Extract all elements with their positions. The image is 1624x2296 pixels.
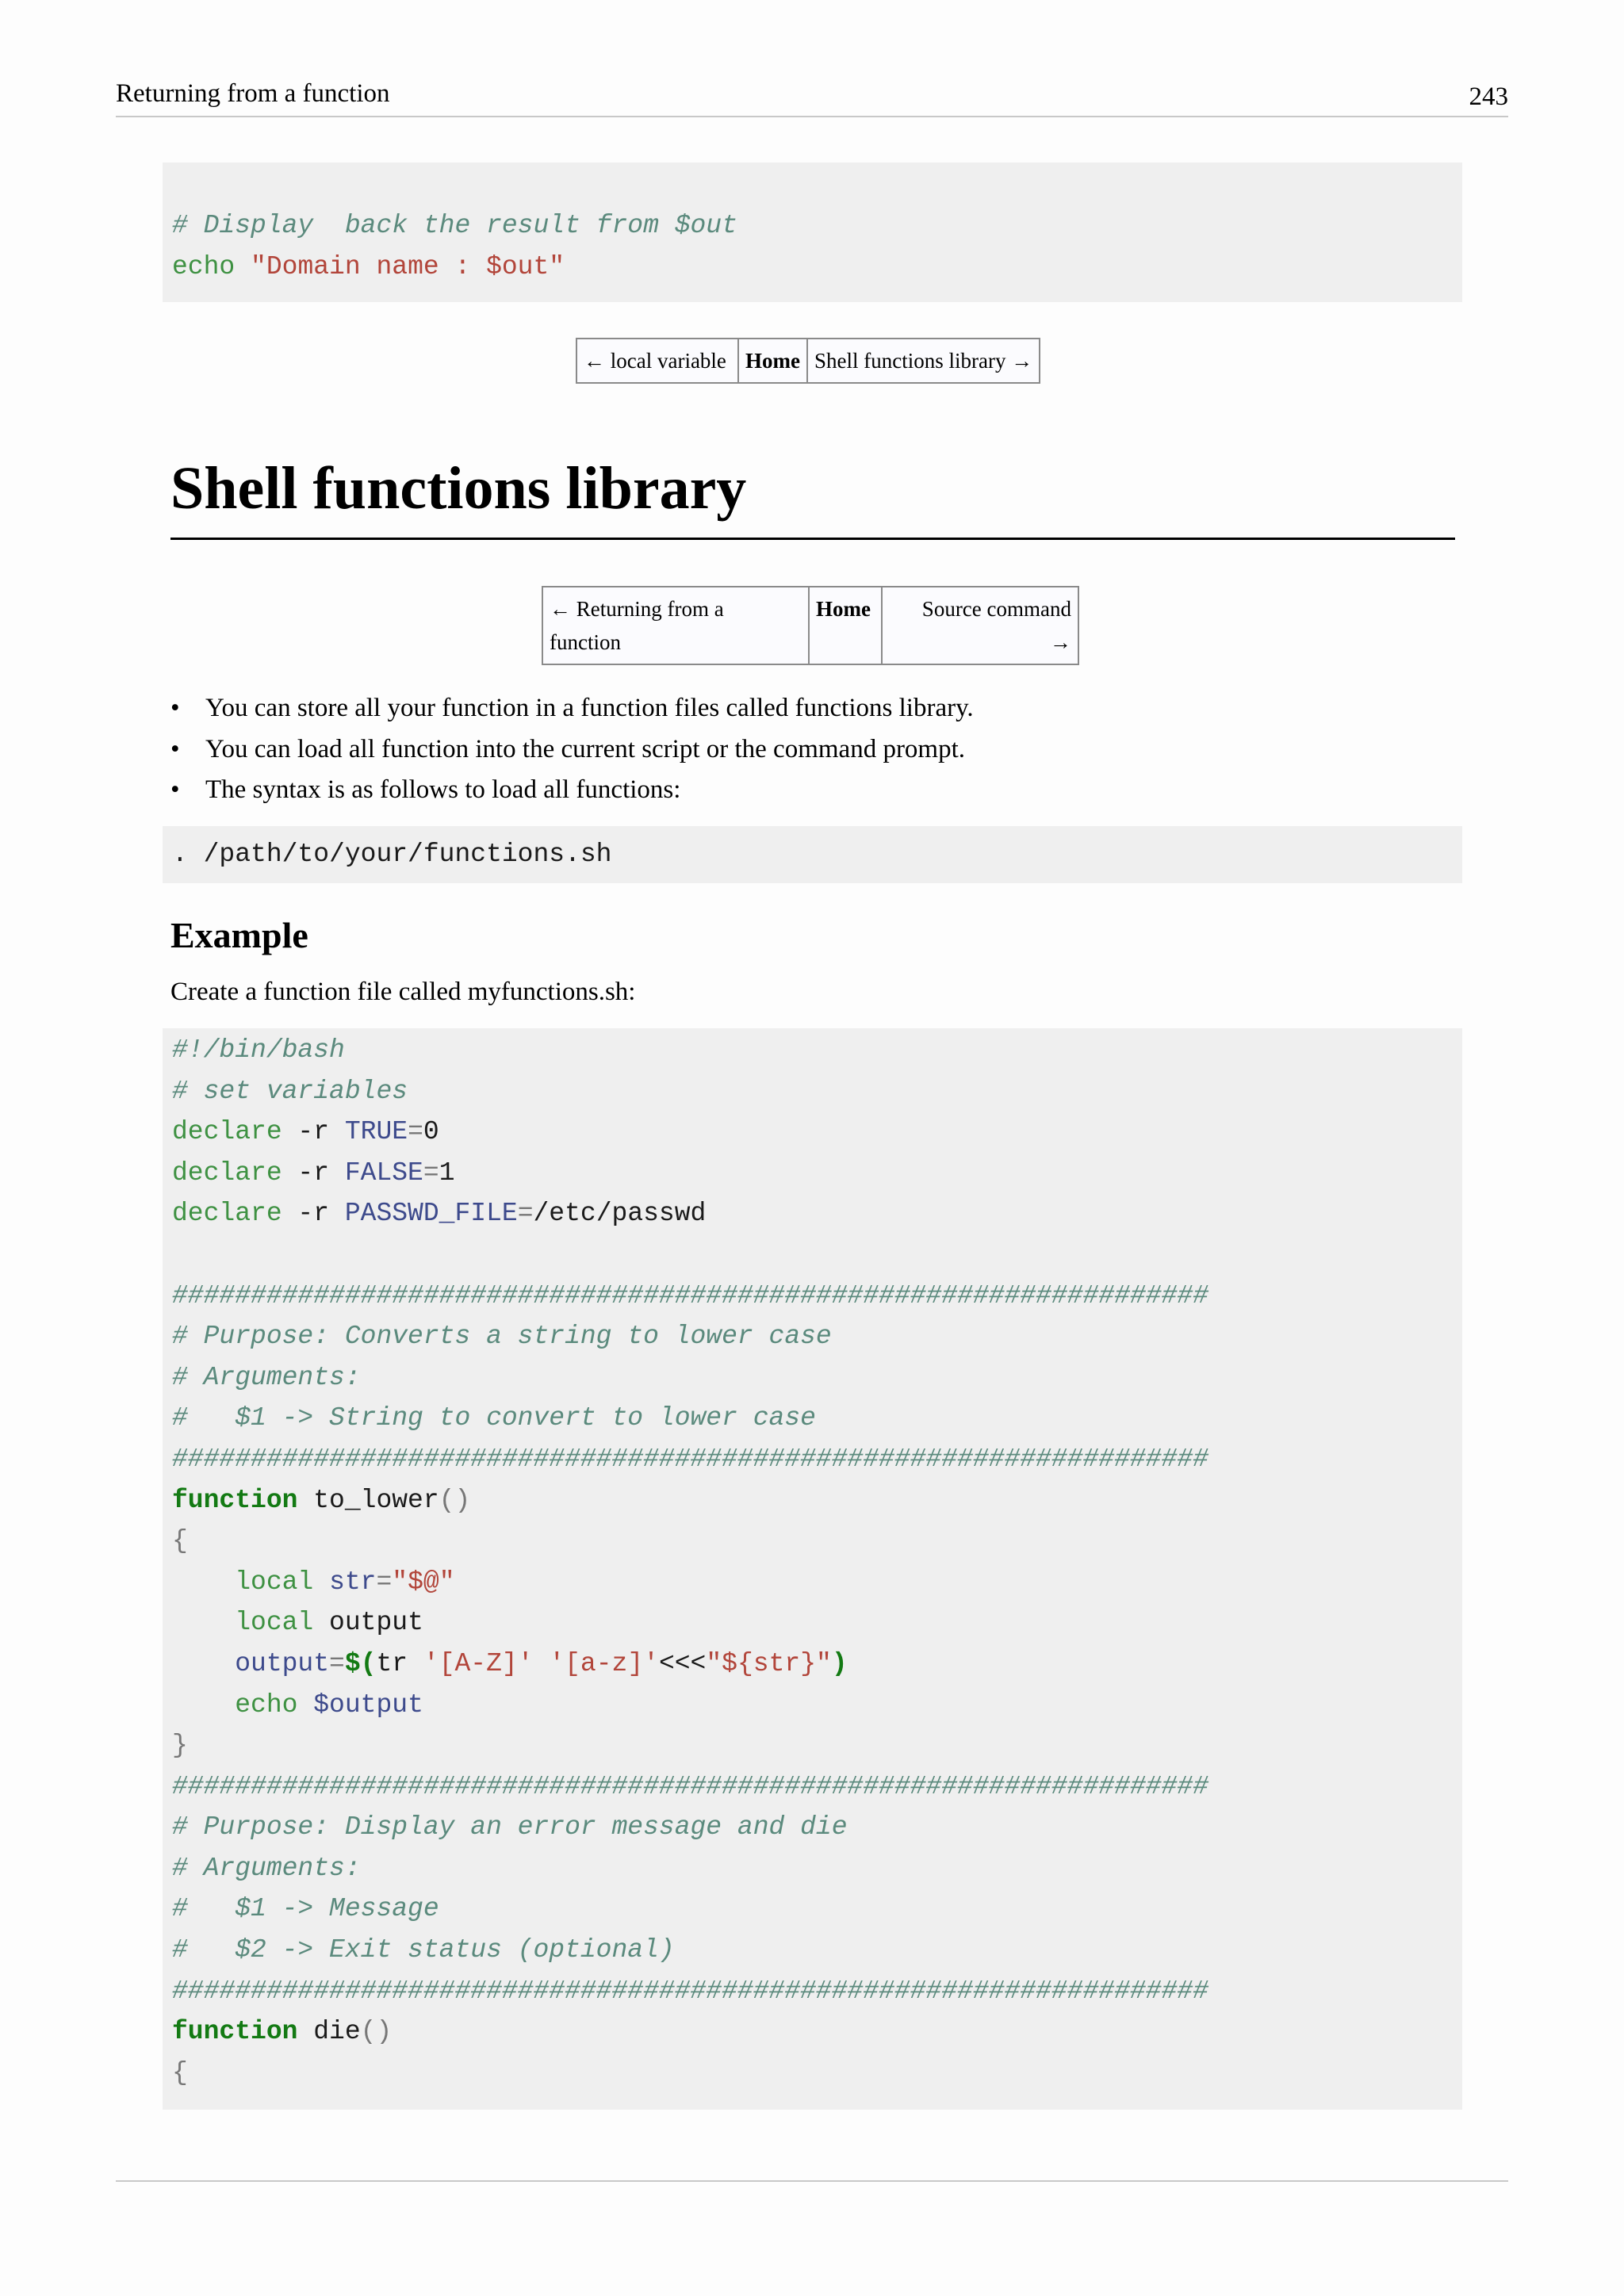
nav-home-link[interactable]: Home	[738, 339, 807, 383]
list-item	[170, 770, 974, 811]
example-description: Create a function file called myfunctions.sh:	[170, 978, 636, 1006]
code-line	[172, 834, 1462, 875]
code-line	[172, 1644, 1462, 1685]
code-line	[172, 1357, 1462, 1399]
code-token: output	[235, 1648, 330, 1678]
code-token: -r	[282, 1117, 345, 1147]
code-token: declare	[172, 1117, 282, 1147]
code-token: =	[329, 1648, 345, 1678]
list-item	[170, 729, 974, 771]
nav-next-link[interactable]	[882, 587, 1078, 664]
code-token: str	[329, 1567, 377, 1597]
nav-next-link[interactable]: Shell functions library →	[807, 339, 1040, 383]
code-token	[172, 1567, 235, 1597]
code-token: . /path/to/your/functions.sh	[172, 840, 612, 869]
code-line	[172, 1888, 1462, 1930]
code-token: =	[517, 1199, 534, 1229]
code-token: declare	[172, 1199, 282, 1229]
code-token: "${str}"	[706, 1648, 832, 1678]
code-token: =	[408, 1117, 423, 1147]
code-token	[534, 1649, 550, 1678]
code-line	[172, 2011, 1462, 2053]
code-token: '[A-Z]'	[423, 1648, 534, 1678]
bullet-icon: •	[170, 694, 180, 722]
code-line	[172, 1602, 1462, 1644]
code-token: {	[172, 2057, 188, 2087]
code-block-myfunctions	[163, 1028, 1462, 2110]
code-token: "Domain name : $out"	[251, 251, 565, 281]
code-token: # $1 -> Message	[172, 1894, 439, 1924]
code-token: /etc/passwd	[533, 1199, 707, 1229]
code-token	[172, 1649, 235, 1678]
code-line	[172, 2053, 1462, 2094]
code-token: FALSE	[344, 1158, 423, 1188]
code-token: # Purpose: Converts a string to lower case	[172, 1322, 832, 1352]
code-token: -r	[282, 1158, 345, 1188]
nav-prev-line1: ← Returning from a	[550, 597, 724, 621]
nav-prev-link[interactable]: ← local variable	[576, 339, 738, 383]
code-line	[172, 1234, 1462, 1276]
code-token: # Arguments:	[172, 1853, 361, 1883]
bullet-list	[170, 688, 974, 811]
code-token	[172, 1690, 235, 1720]
code-token: # Display back the result from $out	[172, 211, 737, 240]
code-token: output	[313, 1608, 423, 1638]
code-line	[172, 1439, 1462, 1480]
code-token: echo	[172, 251, 236, 281]
code-token	[297, 1690, 313, 1720]
code-line	[172, 247, 1462, 288]
code-token	[313, 1567, 329, 1597]
footer-rule	[116, 2180, 1508, 2182]
code-line	[172, 1807, 1462, 1848]
code-line	[172, 1480, 1462, 1521]
code-token: # Arguments:	[172, 1362, 361, 1392]
code-token: to_lower	[297, 1485, 439, 1515]
code-token: function	[172, 2017, 298, 2047]
list-item-text: You can load all function into the current script or the command prompt.	[205, 734, 966, 763]
list-item-text: The syntax is as follows to load all functions:	[205, 775, 681, 805]
code-token: }	[172, 1731, 188, 1761]
code-token: $output	[313, 1689, 423, 1720]
nav-next-line1: Source command	[921, 597, 1071, 621]
list-item	[170, 688, 974, 729]
code-token: declare	[172, 1158, 282, 1188]
code-token: {	[172, 1526, 188, 1556]
code-token: =	[423, 1158, 439, 1188]
code-line	[172, 1153, 1462, 1194]
nav-prev-link[interactable]	[542, 587, 809, 664]
running-title: Returning from a function	[116, 79, 390, 108]
list-item-text: You can store all your function in a function files called functions library.	[205, 694, 974, 722]
code-token: -r	[282, 1199, 345, 1229]
nav-home-link[interactable]: Home	[809, 587, 882, 664]
code-line	[172, 1112, 1462, 1153]
code-line	[172, 1848, 1462, 1889]
code-token: )	[831, 1648, 848, 1678]
code-token: TRUE	[344, 1117, 408, 1147]
nav-next-line2: →	[1050, 630, 1071, 654]
code-line	[172, 1971, 1462, 2012]
code-token	[172, 1608, 235, 1637]
code-line	[172, 1316, 1462, 1357]
code-line	[172, 1685, 1462, 1726]
code-line	[172, 1193, 1462, 1234]
bullet-icon: •	[170, 775, 180, 805]
code-line	[172, 1276, 1462, 1317]
code-token: ##################################################################	[172, 1444, 1209, 1474]
code-line	[172, 205, 1462, 247]
code-line	[172, 1071, 1462, 1112]
running-header	[116, 78, 1508, 117]
code-token: =	[376, 1567, 393, 1597]
navigation-table-section	[542, 586, 1079, 665]
code-block-syntax	[163, 826, 1462, 883]
code-block-display-result	[163, 163, 1462, 302]
code-token: # $2 -> Exit status (optional)	[172, 1935, 675, 1965]
code-token: ##################################################################	[172, 1771, 1209, 1801]
code-token: ()	[439, 1485, 471, 1515]
code-line	[172, 1562, 1462, 1603]
code-token: echo	[235, 1689, 298, 1720]
code-token: 1	[439, 1158, 455, 1188]
nav-prev-line2: function	[550, 630, 621, 654]
code-token: PASSWD_FILE	[344, 1199, 518, 1229]
code-line	[172, 1030, 1462, 1071]
code-line	[172, 1725, 1462, 1766]
navigation-table-top	[576, 338, 1040, 384]
code-token: ##################################################################	[172, 1280, 1209, 1311]
code-token: tr	[376, 1648, 423, 1678]
bullet-icon: •	[170, 734, 180, 763]
code-token: $(	[344, 1648, 377, 1678]
code-token: #!/bin/bash	[172, 1035, 345, 1065]
code-token: "$@"	[392, 1567, 455, 1597]
code-token: <<<	[658, 1648, 707, 1678]
code-token: die	[297, 2017, 361, 2047]
section-title: Shell functions library	[170, 449, 1455, 540]
example-heading: Example	[170, 915, 308, 955]
code-token: 0	[423, 1117, 439, 1147]
code-line	[172, 1521, 1462, 1562]
code-token: '[a-z]'	[549, 1648, 659, 1678]
code-line	[172, 1930, 1462, 1971]
code-token: # $1 -> String to convert to lower case	[172, 1403, 816, 1433]
code-token: ##################################################################	[172, 1976, 1209, 2006]
code-token: # Purpose: Display an error message and die	[172, 1812, 848, 1843]
code-line	[172, 1398, 1462, 1439]
page-number: 243	[1469, 82, 1508, 111]
code-token: local	[235, 1608, 314, 1638]
code-token: local	[235, 1567, 314, 1597]
code-token: function	[172, 1485, 298, 1515]
code-token	[235, 252, 251, 281]
code-token: ()	[360, 2017, 393, 2047]
code-token: # set variables	[172, 1076, 408, 1106]
code-line	[172, 1766, 1462, 1808]
